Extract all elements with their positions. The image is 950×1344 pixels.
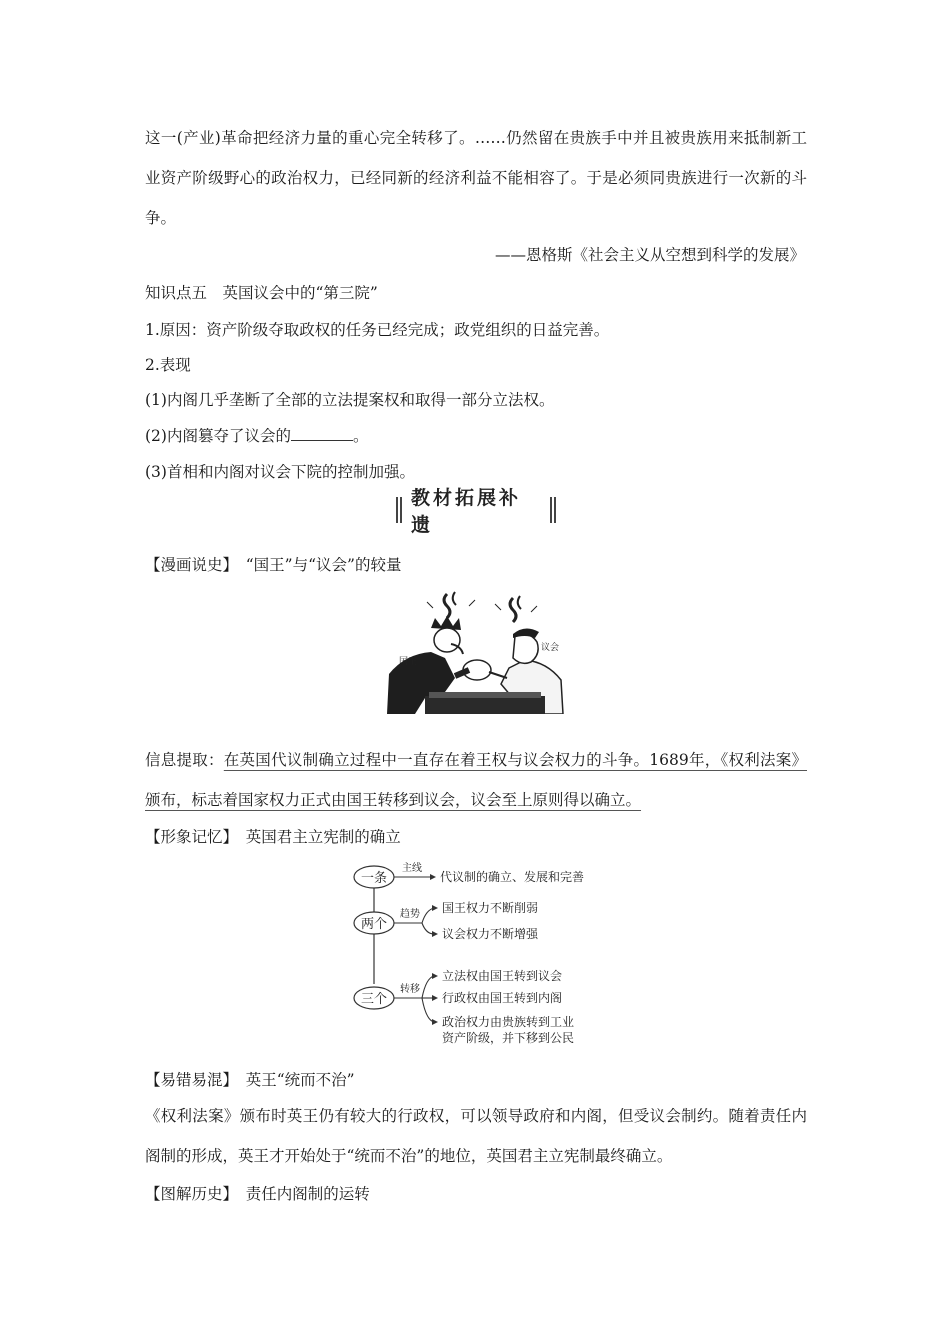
knowledge-item-1: (1)内阁几乎垄断了全部的立法提案权和取得一部分立法权。 (145, 391, 555, 409)
node-sange-label: 三个 (360, 992, 388, 1007)
section-title: 教材拓展补遗 (410, 487, 521, 536)
knowledge-item-2 (145, 426, 368, 446)
section-title-banner (395, 487, 557, 536)
text-qushi-b: 议会权力不断增强 (442, 927, 539, 941)
fill-blank[interactable] (291, 426, 353, 441)
info-text: 在英国代议制确立过程中一直存在着王权与议会权力的斗争。1689年，《权利法案》颁布，标志着国家权力正式由国王转移到议会，议会至上原则得以确立。 (145, 751, 807, 809)
node-yitiao-label: 一条 (360, 871, 388, 886)
cartoon-king-vs-parliament-image (385, 588, 565, 714)
info-prefix: 信息提取： (145, 751, 224, 769)
text-zhuanyi-b: 行政权由国王转到内阁 (442, 991, 563, 1005)
label-zhuxian: 主线 (402, 863, 422, 874)
info-paragraph (145, 740, 807, 820)
banner-bar-right-2 (554, 497, 556, 523)
cartoon-label-parliament: 议会 (541, 643, 560, 653)
quote-source: ——恩格斯《社会主义从空想到科学的发展》 (494, 246, 805, 264)
cartoon-label-king: 国王 (399, 657, 418, 667)
banner-bar-left (396, 497, 398, 523)
label-qushi: 趋势 (400, 909, 420, 920)
text-zhuanyi-a: 立法权由国王转到议会 (442, 969, 563, 983)
cartoon-heading: 【漫画说史】 “国王”与“议会”的较量 (145, 556, 402, 574)
text-zhuxian: 代议制的确立、发展和完善 (440, 870, 585, 884)
illustrate-heading: 【图解历史】 责任内阁制的运转 (145, 1185, 370, 1203)
memory-heading: 【形象记忆】 英国君主立宪制的确立 (145, 828, 401, 846)
item2-suffix: 。 (352, 427, 369, 445)
text-zhuanyi-c1: 政治权力由贵族转到工业 (442, 1015, 575, 1029)
label-zhuanyi: 转移 (400, 984, 420, 995)
quote-paragraph: 这一(产业)革命把经济力量的重心完全转移了。……仍然留在贵族手中并且被贵族用来抵制新工业资产阶级野心的政治权力，已经同新的经济利益不能相容了。于是必须同贵族进行一次新的斗争。 (145, 129, 807, 227)
item2-prefix: (2)内阁篡夺了议会的 (145, 427, 291, 445)
memory-diagram (350, 856, 610, 1051)
knowledge-item-3: (3)首相和内阁对议会下院的控制加强。 (145, 463, 415, 481)
knowledge-manifest-title: 2.表现 (145, 356, 191, 374)
knowledge-reason: 1.原因：资产阶级夺取政权的任务已经完成；政党组织的日益完善。 (145, 321, 610, 339)
text-qushi-a: 国王权力不断削弱 (442, 901, 539, 915)
text-zhuanyi-c2: 资产阶级，并下移到公民 (442, 1031, 575, 1045)
confuse-heading: 【易错易混】 英王“统而不治” (145, 1071, 355, 1089)
knowledge-heading: 知识点五 英国议会中的“第三院” (145, 284, 378, 302)
confuse-paragraph: 《权利法案》颁布时英王仍有较大的行政权，可以领导政府和内阁，但受议会制约。随着责任内阁制的形成，英王才开始处于“统而不治”的地位，英国君主立宪制最终确立。 (145, 1107, 807, 1165)
banner-bar-left-2 (400, 497, 402, 523)
banner-bar-right (550, 497, 552, 523)
node-liangge-label: 两个 (360, 917, 388, 932)
